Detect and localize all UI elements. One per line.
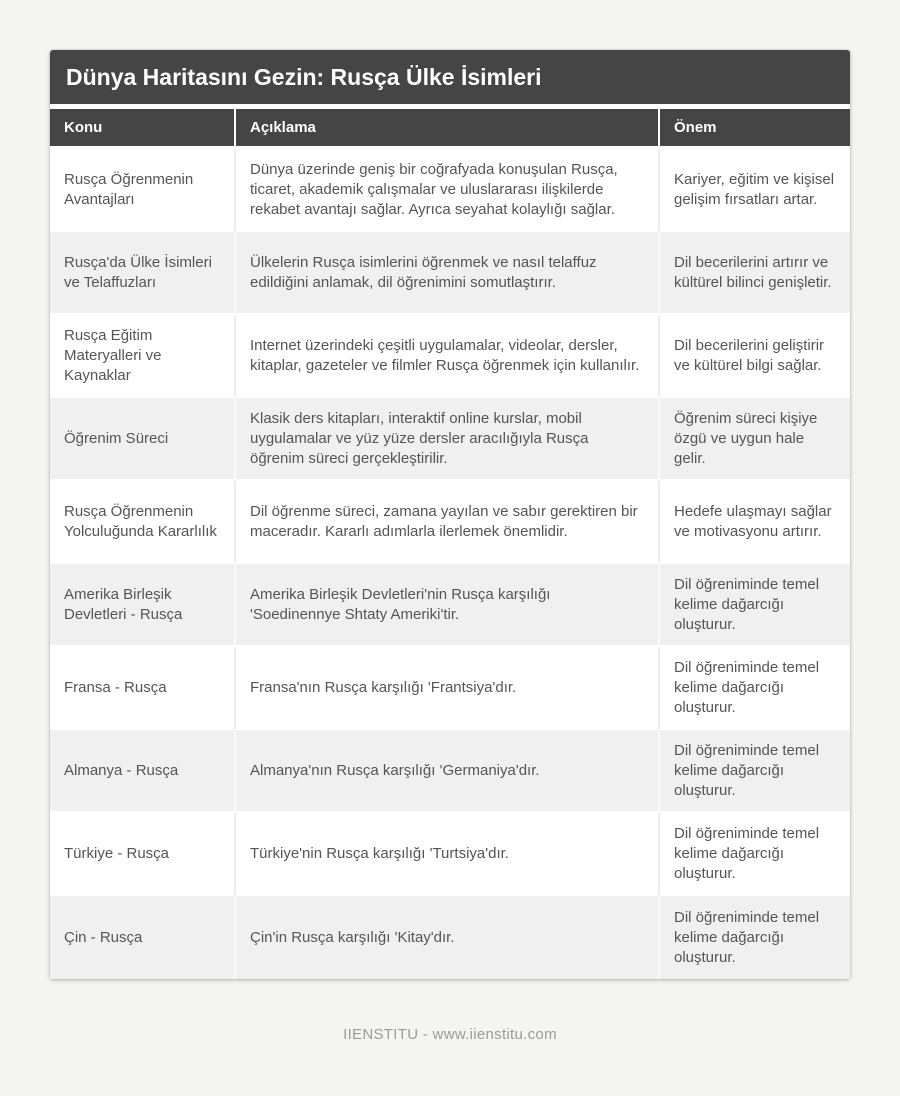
column-header-konu: Konu — [50, 109, 234, 149]
table-row — [50, 232, 850, 315]
footer-branding: IIENSTITU - www.iienstitu.com — [343, 1026, 557, 1043]
table-row — [50, 647, 850, 730]
page-title: Dünya Haritasını Gezin: Rusça Ülke İsimleri — [50, 50, 850, 104]
table-header — [50, 109, 850, 149]
topic-cell: Rusça Öğrenmenin Avantajları — [50, 149, 234, 232]
topics-table — [50, 109, 850, 979]
importance-cell: Dil öğreniminde temel kelime dağarcığı oluşturur. — [658, 564, 850, 647]
description-cell: Ülkelerin Rusça isimlerini öğrenmek ve nasıl telaffuz edildiğini anlamak, dil öğrenimini somutlaştırır. — [234, 232, 658, 315]
column-header-onem: Önem — [658, 109, 850, 149]
description-cell: Çin'in Rusça karşılığı 'Kitay'dır. — [234, 896, 658, 979]
table-row — [50, 315, 850, 398]
description-cell: Fransa'nın Rusça karşılığı 'Frantsiya'dır. — [234, 647, 658, 730]
importance-cell: Hedefe ulaşmayı sağlar ve motivasyonu artırır. — [658, 481, 850, 564]
table-row — [50, 896, 850, 979]
description-cell: Klasik ders kitapları, interaktif online kurslar, mobil uygulamalar ve yüz yüze dersler aracılığıyla Rusça öğrenim süreci gerçekleştirilir. — [234, 398, 658, 481]
importance-cell: Kariyer, eğitim ve kişisel gelişim fırsatları artar. — [658, 149, 850, 232]
importance-cell: Dil becerilerini artırır ve kültürel bilinci genişletir. — [658, 232, 850, 315]
topic-cell: Rusça'da Ülke İsimleri ve Telaffuzları — [50, 232, 234, 315]
importance-cell: Öğrenim süreci kişiye özgü ve uygun hale gelir. — [658, 398, 850, 481]
topic-cell: Fransa - Rusça — [50, 647, 234, 730]
table-row — [50, 481, 850, 564]
description-cell: Dünya üzerinde geniş bir coğrafyada konuşulan Rusça, ticaret, akademik çalışmalar ve uluslararası ilişkilerde rekabet avantajı sağlar. Ayrıca seyahat kolaylığı sağlar. — [234, 149, 658, 232]
topic-cell: Türkiye - Rusça — [50, 813, 234, 896]
content-card — [50, 50, 850, 979]
header-row — [50, 109, 850, 149]
topic-cell: Çin - Rusça — [50, 896, 234, 979]
table-row — [50, 730, 850, 813]
description-cell: Almanya'nın Rusça karşılığı 'Germaniya'dır. — [234, 730, 658, 813]
column-header-aciklama: Açıklama — [234, 109, 658, 149]
table-row — [50, 813, 850, 896]
importance-cell: Dil becerilerini geliştirir ve kültürel bilgi sağlar. — [658, 315, 850, 398]
table-row — [50, 564, 850, 647]
topic-cell: Rusça Öğrenmenin Yolculuğunda Kararlılık — [50, 481, 234, 564]
description-cell: Dil öğrenme süreci, zamana yayılan ve sabır gerektiren bir maceradır. Kararlı adımlarla ilerlemek önemlidir. — [234, 481, 658, 564]
table-row — [50, 398, 850, 481]
description-cell: Amerika Birleşik Devletleri'nin Rusça karşılığı 'Soedinennye Shtaty Ameriki'tir. — [234, 564, 658, 647]
importance-cell: Dil öğreniminde temel kelime dağarcığı oluşturur. — [658, 647, 850, 730]
topic-cell: Amerika Birleşik Devletleri - Rusça — [50, 564, 234, 647]
description-cell: Internet üzerindeki çeşitli uygulamalar, videolar, dersler, kitaplar, gazeteler ve filmler Rusça öğrenmek için kullanılır. — [234, 315, 658, 398]
topic-cell: Almanya - Rusça — [50, 730, 234, 813]
importance-cell: Dil öğreniminde temel kelime dağarcığı oluşturur. — [658, 813, 850, 896]
description-cell: Türkiye'nin Rusça karşılığı 'Turtsiya'dır. — [234, 813, 658, 896]
topic-cell: Rusça Eğitim Materyalleri ve Kaynaklar — [50, 315, 234, 398]
importance-cell: Dil öğreniminde temel kelime dağarcığı oluşturur. — [658, 730, 850, 813]
table-body — [50, 149, 850, 979]
table-row — [50, 149, 850, 232]
topic-cell: Öğrenim Süreci — [50, 398, 234, 481]
importance-cell: Dil öğreniminde temel kelime dağarcığı oluşturur. — [658, 896, 850, 979]
